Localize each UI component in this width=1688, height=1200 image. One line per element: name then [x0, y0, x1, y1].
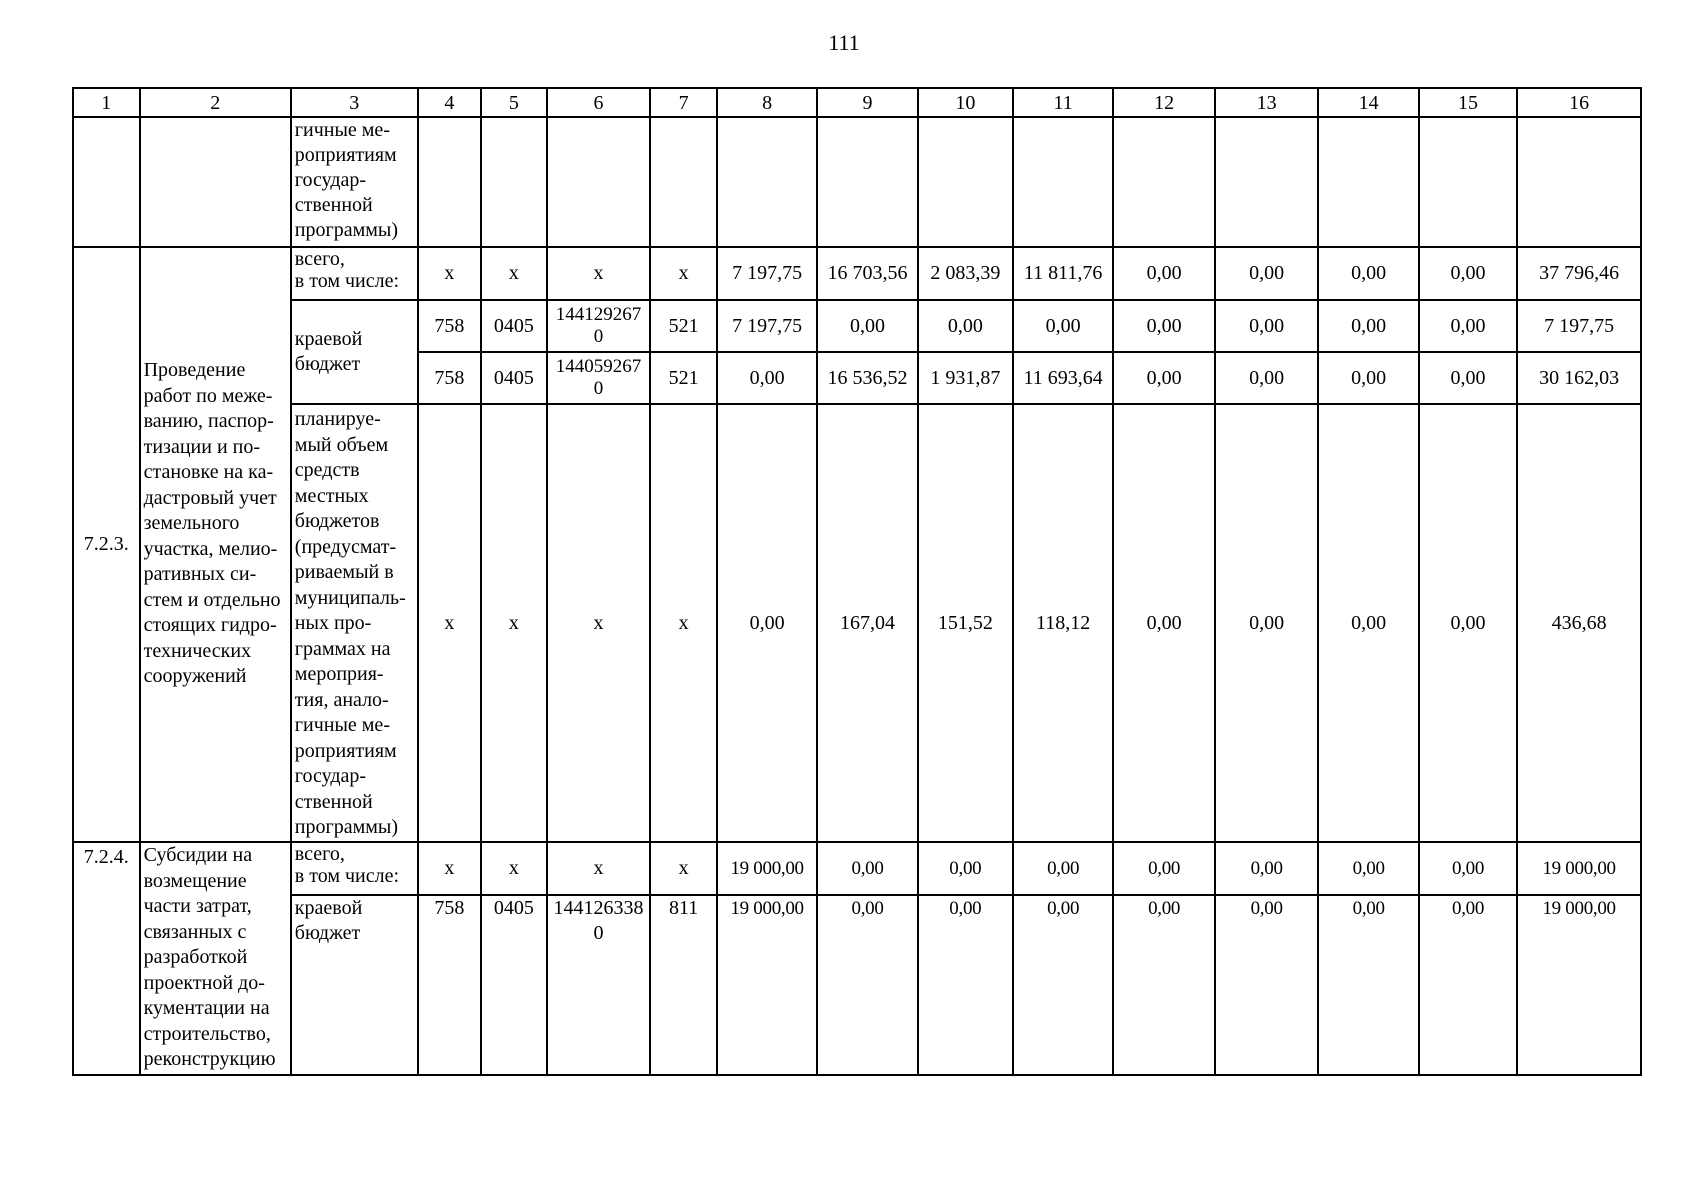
cell: 811: [650, 895, 717, 1075]
cell: 30 162,03: [1517, 352, 1641, 404]
cell: 0,00: [1013, 895, 1113, 1075]
cell: х: [481, 842, 547, 895]
col-header: 6: [547, 88, 651, 117]
cell: 0,00: [1318, 842, 1418, 895]
cell: [1113, 117, 1215, 247]
cell: 0,00: [1419, 842, 1517, 895]
cell: 521: [650, 300, 717, 352]
cell: 0,00: [1215, 352, 1319, 404]
cell: [817, 117, 917, 247]
cell: 151,52: [918, 404, 1013, 842]
cell: 118,12: [1013, 404, 1113, 842]
cell: [73, 117, 140, 247]
col-header: 16: [1517, 88, 1641, 117]
cell: 19 000,00: [1517, 895, 1641, 1075]
cell: 167,04: [817, 404, 917, 842]
table-row: [73, 842, 1641, 895]
cell: 19 000,00: [1517, 842, 1641, 895]
cell: 0,00: [1318, 895, 1418, 1075]
cell: 0,00: [1013, 300, 1113, 352]
cell: х: [650, 842, 717, 895]
cell: х: [547, 247, 651, 300]
cell: [1419, 117, 1517, 247]
cell: 0,00: [1215, 300, 1319, 352]
col-header: 12: [1113, 88, 1215, 117]
cell: 758: [418, 300, 481, 352]
item-name: Проведение работ по меже- ванию, паспор- тизации и по- становке на ка- дастровый учет земельного участка, мелио- ративных си- стем и отдельно стоящих гидро- технических сооружений: [140, 247, 291, 842]
budget-table: [72, 87, 1642, 1076]
cell: 0,00: [1215, 404, 1319, 842]
cell: 0,00: [1419, 895, 1517, 1075]
local-budget-label: планируе- мый объем средств местных бюджетов (предусмат- риваемый в муниципаль- ных про- граммах на мероприя- тия, анало- гичные ме- роприятиям государ- ственной программы): [291, 404, 418, 842]
cell: х: [650, 247, 717, 300]
cell: [717, 117, 817, 247]
cell: 19 000,00: [717, 895, 817, 1075]
page-number: 111: [828, 30, 860, 55]
item-number: 7.2.4.: [73, 842, 140, 1075]
cell: 2 083,39: [918, 247, 1013, 300]
continuation-row: [73, 117, 1641, 247]
cell: 758: [418, 352, 481, 404]
cell: 0,00: [1113, 842, 1215, 895]
budget-label: краевой бюджет: [291, 300, 418, 404]
code-cell: 144059267 0: [547, 352, 651, 404]
cell: 0,00: [717, 352, 817, 404]
cell: х: [481, 404, 547, 842]
cell: 11 693,64: [1013, 352, 1113, 404]
code-cell: 144126338 0: [547, 895, 651, 1075]
funding-source-label: гичные ме- роприятиям государ- ственной программы): [291, 117, 418, 247]
cell: 0,00: [918, 300, 1013, 352]
cell: 436,68: [1517, 404, 1641, 842]
cell: 16 536,52: [817, 352, 917, 404]
cell: 0,00: [1113, 247, 1215, 300]
cell: х: [547, 404, 651, 842]
item-number: 7.2.3.: [73, 247, 140, 842]
col-header: 4: [418, 88, 481, 117]
col-header: 1: [73, 88, 140, 117]
cell: 0,00: [1419, 300, 1517, 352]
cell: 16 703,56: [817, 247, 917, 300]
header-row: [73, 88, 1641, 117]
col-header: 3: [291, 88, 418, 117]
cell: 0,00: [1113, 404, 1215, 842]
col-header: 14: [1318, 88, 1418, 117]
cell: 11 811,76: [1013, 247, 1113, 300]
cell: 0,00: [1318, 247, 1418, 300]
cell: 0,00: [1215, 247, 1319, 300]
cell: [481, 117, 547, 247]
cell: 0,00: [1113, 300, 1215, 352]
cell: 37 796,46: [1517, 247, 1641, 300]
cell: [1215, 117, 1319, 247]
cell: 0,00: [717, 404, 817, 842]
col-header: 13: [1215, 88, 1319, 117]
cell: [140, 117, 291, 247]
cell: 0,00: [1215, 842, 1319, 895]
cell: 1 931,87: [918, 352, 1013, 404]
col-header: 7: [650, 88, 717, 117]
col-header: 10: [918, 88, 1013, 117]
code-cell: 144129267 0: [547, 300, 651, 352]
cell: 0,00: [918, 842, 1013, 895]
cell: 0,00: [817, 842, 917, 895]
cell: 0,00: [918, 895, 1013, 1075]
cell: 758: [418, 895, 481, 1075]
cell: х: [650, 404, 717, 842]
cell: 7 197,75: [1517, 300, 1641, 352]
cell: 0405: [481, 300, 547, 352]
cell: х: [418, 404, 481, 842]
cell: х: [481, 247, 547, 300]
cell: 0,00: [817, 300, 917, 352]
cell: 0,00: [1419, 247, 1517, 300]
cell: [918, 117, 1013, 247]
cell: [1318, 117, 1418, 247]
cell: 0405: [481, 895, 547, 1075]
cell: [1517, 117, 1641, 247]
total-label: всего, в том числе:: [291, 247, 418, 300]
total-label: всего, в том числе:: [291, 842, 418, 895]
cell: [650, 117, 717, 247]
cell: 0,00: [1113, 895, 1215, 1075]
cell: 521: [650, 352, 717, 404]
cell: 0,00: [1419, 352, 1517, 404]
table-row: [73, 895, 1641, 1075]
col-header: 15: [1419, 88, 1517, 117]
cell: 0,00: [1318, 404, 1418, 842]
col-header: 8: [717, 88, 817, 117]
cell: [418, 117, 481, 247]
col-header: 5: [481, 88, 547, 117]
cell: 0,00: [1318, 352, 1418, 404]
cell: 7 197,75: [717, 300, 817, 352]
table-row: [73, 404, 1641, 842]
cell: 0,00: [1318, 300, 1418, 352]
cell: х: [547, 842, 651, 895]
item-name: Субсидии на возмещение части затрат, связанных с разработкой проектной до- кументации на строительство, реконструкцию: [140, 842, 291, 1075]
budget-label: краевой бюджет: [291, 895, 418, 1075]
cell: х: [418, 842, 481, 895]
cell: 0,00: [1113, 352, 1215, 404]
table-row: [73, 247, 1641, 300]
cell: х: [418, 247, 481, 300]
cell: 19 000,00: [717, 842, 817, 895]
cell: 0,00: [1419, 404, 1517, 842]
cell: 7 197,75: [717, 247, 817, 300]
col-header: 11: [1013, 88, 1113, 117]
col-header: 9: [817, 88, 917, 117]
cell: [547, 117, 651, 247]
cell: 0,00: [817, 895, 917, 1075]
table-row: [73, 300, 1641, 352]
col-header: 2: [140, 88, 291, 117]
cell: [1013, 117, 1113, 247]
cell: 0,00: [1215, 895, 1319, 1075]
cell: 0,00: [1013, 842, 1113, 895]
cell: 0405: [481, 352, 547, 404]
